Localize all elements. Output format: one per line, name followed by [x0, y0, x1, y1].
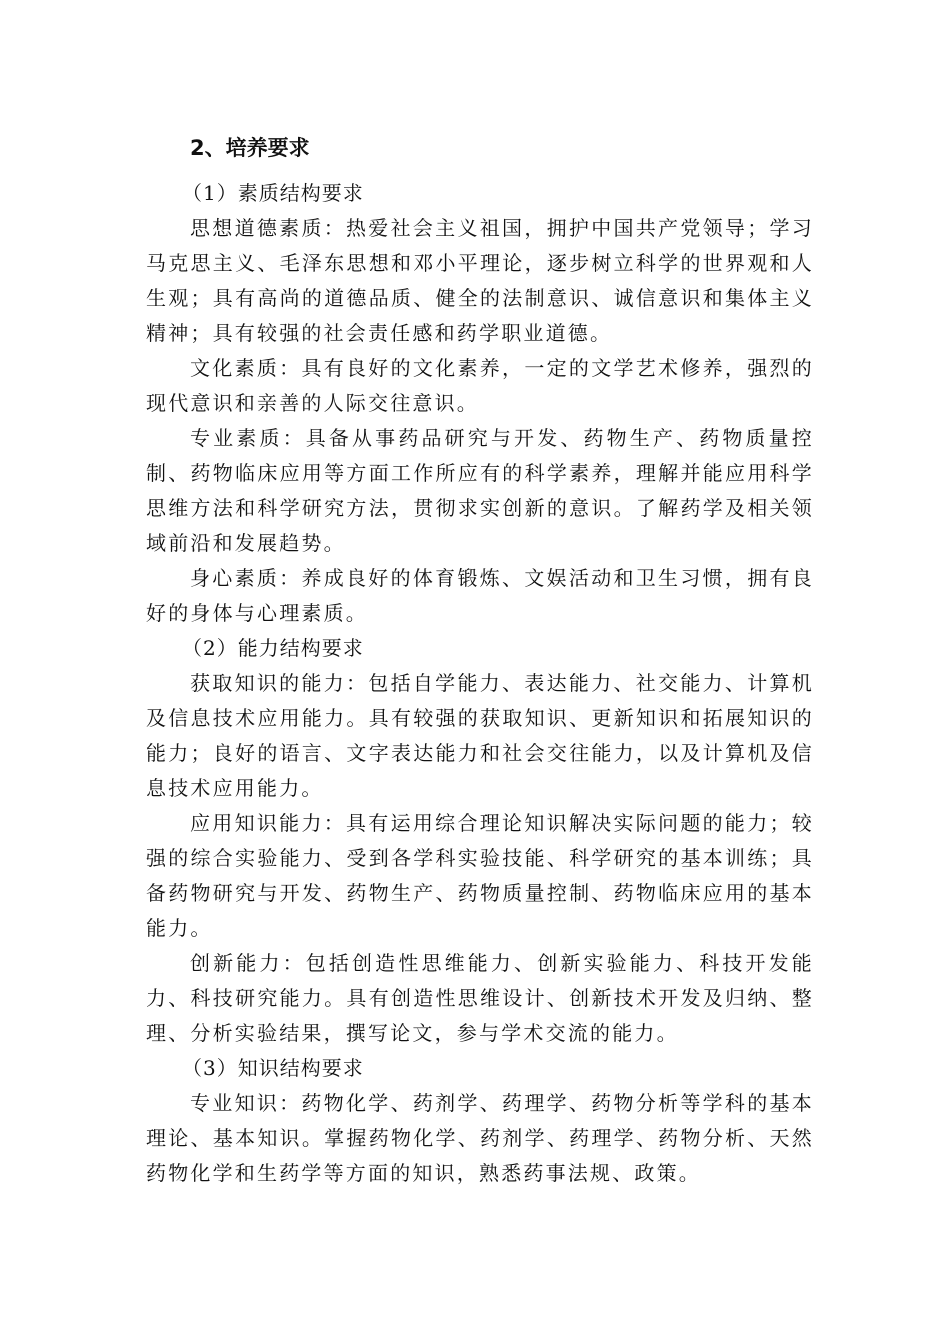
paragraph-innovation-ability: 创新能力：包括创造性思维能力、创新实验能力、科技开发能力、科技研究能力。具有创造性思维设计、创新技术开发及归纳、整理、分析实验结果，撰写论文，参与学术交流的能力。 — [146, 951, 814, 1045]
paragraph-professional-knowledge: 专业知识：药物化学、药剂学、药理学、药物分析等学科的基本理论、基本知识。掌握药物化学、药剂学、药理学、药物分析、天然药物化学和生药学等方面的知识，熟悉药事法规、政策。 — [146, 1091, 814, 1185]
paragraph-moral-quality: 思想道德素质：热爱社会主义祖国，拥护中国共产党领导；学习马克思主义、毛泽东思想和邓小平理论，逐步树立科学的世界观和人生观；具有高尚的道德品质、健全的法制意识、诚信意识和集体主义精神；具有较强的社会责任感和药学职业道德。 — [146, 216, 814, 345]
section-heading: 2、培养要求 — [190, 136, 310, 160]
document-body — [146, 130, 814, 1191]
subsection-title-ability: （2）能力结构要求 — [182, 636, 364, 660]
paragraph-cultural-quality: 文化素质：具有良好的文化素养，一定的文学艺术修养，强烈的现代意识和亲善的人际交往意识。 — [146, 356, 814, 415]
paragraph-knowledge-acquisition: 获取知识的能力：包括自学能力、表达能力、社交能力、计算机及信息技术应用能力。具有较强的获取知识、更新知识和拓展知识的能力；良好的语言、文字表达能力和社会交往能力，以及计算机及信息技术应用能力。 — [146, 671, 814, 800]
paragraph-physical-mental-quality: 身心素质：养成良好的体育锻炼、文娱活动和卫生习惯，拥有良好的身体与心理素质。 — [146, 566, 814, 625]
paragraph-knowledge-application: 应用知识能力：具有运用综合理论知识解决实际问题的能力；较强的综合实验能力、受到各学科实验技能、科学研究的基本训练；具备药物研究与开发、药物生产、药物质量控制、药物临床应用的基本能力。 — [146, 811, 814, 940]
subsection-title-quality: （1）素质结构要求 — [182, 181, 364, 205]
subsection-title-knowledge: （3）知识结构要求 — [182, 1056, 364, 1080]
paragraph-professional-quality: 专业素质：具备从事药品研究与开发、药物生产、药物质量控制、药物临床应用等方面工作所应有的科学素养，理解并能应用科学思维方法和科学研究方法，贯彻求实创新的意识。了解药学及相关领域前沿和发展趋势。 — [146, 426, 814, 555]
